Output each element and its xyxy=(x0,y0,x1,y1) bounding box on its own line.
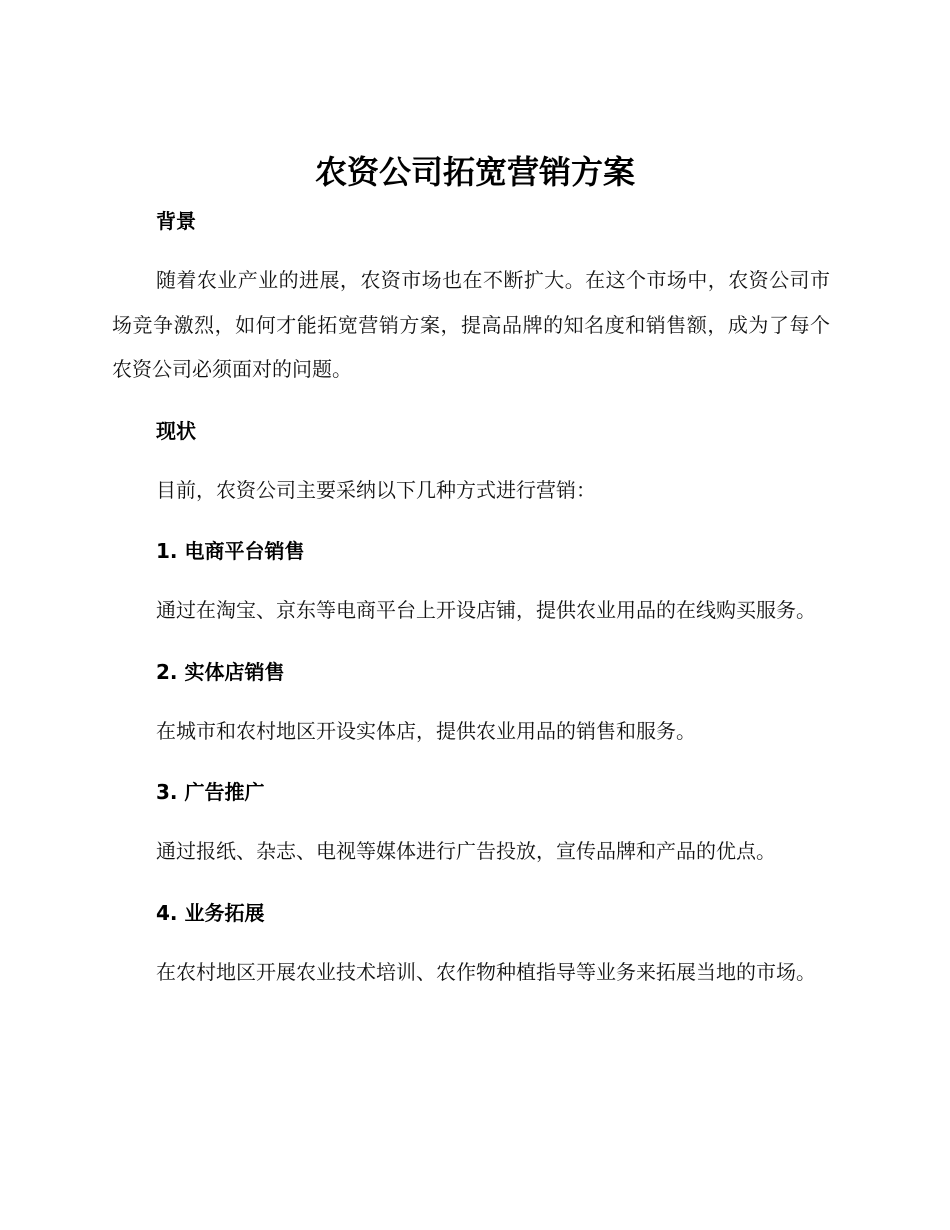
section-heading-physical-store: 2. 实体店销售 xyxy=(156,659,285,684)
section-paragraph-business-expansion: 在农村地区开展农业技术培训、农作物种植指导等业务来拓展当地的市场。 xyxy=(156,959,816,984)
section-heading-ecommerce: 1. 电商平台销售 xyxy=(156,539,305,563)
section-heading-business-expansion: 4. 业务拓展 xyxy=(156,900,265,925)
section-paragraph-ecommerce: 通过在淘宝、京东等电商平台上开设店铺，提供农业用品的在线购买服务。 xyxy=(156,598,816,622)
section-paragraph-advertising: 通过报纸、杂志、电视等媒体进行广告投放，宣传品牌和产品的优点。 xyxy=(156,839,776,863)
section-paragraph-background: 随着农业产业的进展，农资市场也在不断扩大。在这个市场中，农资公司市场竞争激烈，如何才能拓宽营销方案，提高品牌的知名度和销售额，成为了每个农资公司必须面对的问题。 xyxy=(112,268,830,381)
section-heading-status: 现状 xyxy=(156,418,196,443)
document-body xyxy=(112,204,830,994)
section-paragraph-status: 目前，农资公司主要采纳以下几种方式进行营销： xyxy=(156,477,596,502)
section-heading-advertising: 3. 广告推广 xyxy=(156,780,265,804)
document-title: 农资公司拓宽营销方案 xyxy=(314,153,635,191)
section-paragraph-physical-store: 在城市和农村地区开设实体店，提供农业用品的销售和服务。 xyxy=(156,718,696,743)
section-heading-background: 背景 xyxy=(156,209,196,233)
